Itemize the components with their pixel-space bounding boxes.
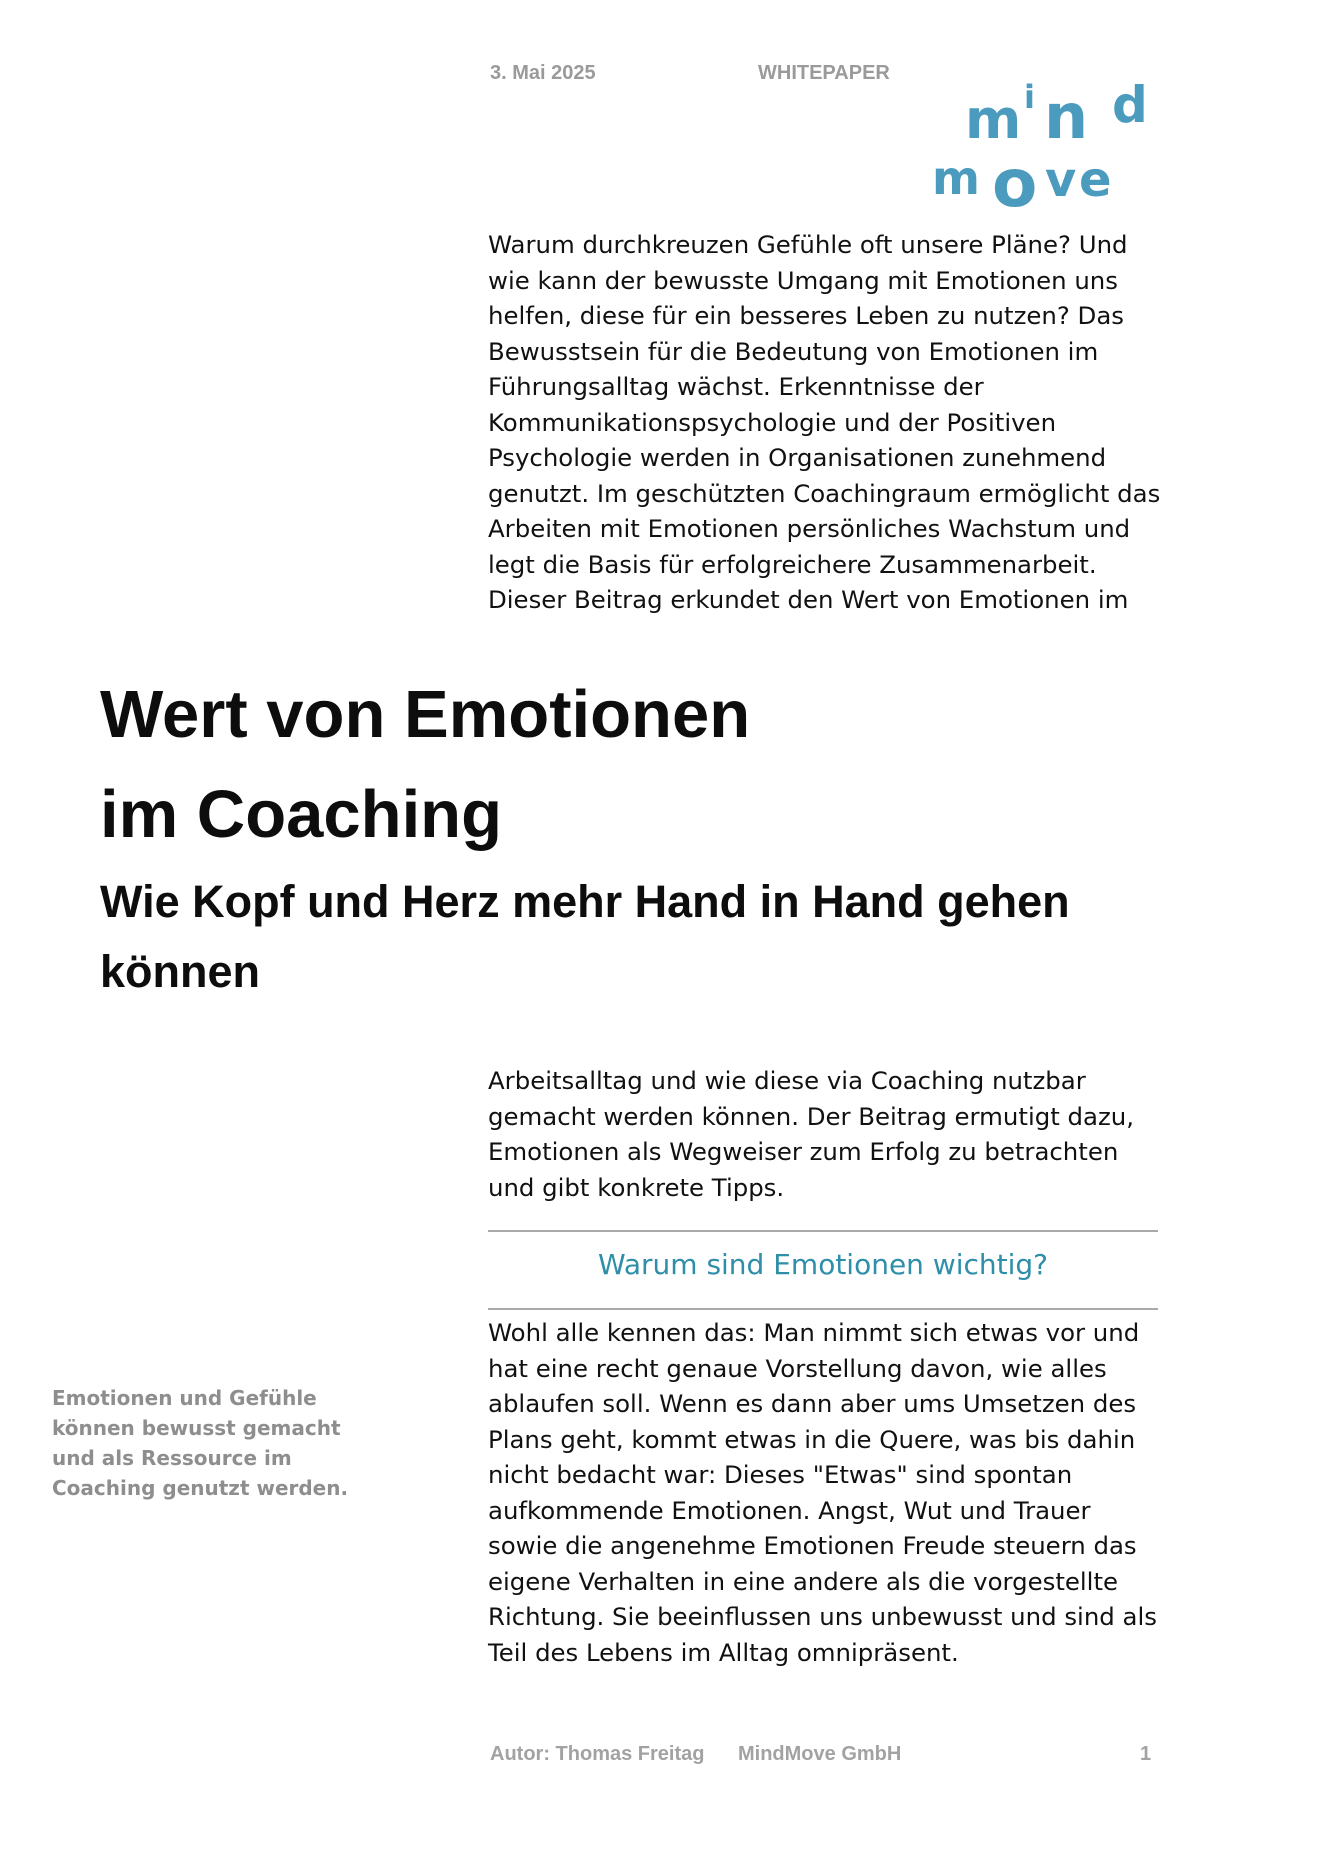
side-note-line: Coaching genutzt werden. — [52, 1476, 349, 1500]
text-line: nicht bedacht war: Dieses "Etwas" sind spontan — [488, 1460, 1073, 1489]
logo-letter: m — [932, 151, 980, 205]
header-category: WHITEPAPER — [758, 62, 890, 84]
text-line: Dieser Beitrag erkundet den Wert von Emotionen im — [488, 585, 1129, 614]
text-line: aufkommende Emotionen. Angst, Wut und Trauer — [488, 1495, 1091, 1525]
text-line: gemacht werden können. Der Beitrag ermutigt dazu, — [488, 1101, 1134, 1131]
text-line: Richtung. Sie beeinflussen uns unbewusst und sind als — [488, 1602, 1157, 1631]
text-line: Plans geht, kommt etwas in die Quere, was bis dahin — [488, 1424, 1136, 1454]
text-line: Teil des Lebens im Alltag omnipräsent. — [488, 1637, 959, 1667]
text-line: und gibt konkrete Tipps. — [488, 1172, 785, 1202]
text-line: eigene Verhalten in eine andere als die vorgestellte — [488, 1566, 1119, 1596]
logo-letter: e — [1079, 152, 1112, 208]
divider — [488, 1308, 1158, 1310]
logo-letter: i — [1024, 78, 1035, 116]
logo-letter: m — [965, 88, 1022, 151]
text-line: wie kann der bewusste Umgang mit Emotionen uns — [488, 265, 1118, 295]
logo-letter: v — [1045, 152, 1077, 208]
subtitle-line: können — [100, 946, 261, 997]
logo-letter: n — [1044, 80, 1089, 153]
title-line: im Coaching — [100, 777, 503, 852]
title-line: Wert von Emotionen — [100, 677, 751, 752]
section-paragraph — [488, 1315, 1157, 1670]
subtitle-line: Wie Kopf und Herz mehr Hand in Hand gehen — [100, 876, 1070, 927]
continuation-paragraph — [488, 1063, 1134, 1205]
logo-letter: o — [992, 145, 1038, 220]
side-note — [52, 1383, 348, 1503]
text-line: ablaufen soll. Wenn es dann aber ums Umsetzen des — [488, 1389, 1137, 1418]
text-line: Wohl alle kennen das: Man nimmt sich etwas vor und — [488, 1318, 1140, 1347]
side-note-line: und als Ressource im — [52, 1446, 292, 1470]
text-line: helfen, diese für ein besseres Leben zu nutzen? Das — [488, 301, 1124, 330]
footer-company: MindMove GmbH — [738, 1743, 902, 1765]
page-subtitle — [100, 867, 1070, 1007]
text-line: Arbeiten mit Emotionen persönliches Wachstum und — [488, 514, 1131, 543]
text-line: Arbeitsalltag und wie diese via Coaching nutzbar — [488, 1066, 1086, 1095]
text-line: Bewusstsein für die Bedeutung von Emotionen im — [488, 336, 1099, 366]
divider — [488, 1230, 1158, 1232]
text-line: Kommunikationspsychologie und der Positiven — [488, 407, 1057, 437]
logo-letter: d — [1112, 76, 1148, 134]
text-line: hat eine recht genaue Vorstellung davon, wie alles — [488, 1353, 1107, 1383]
section-heading-container — [488, 1248, 1158, 1281]
side-note-line: Emotionen und Gefühle — [52, 1386, 317, 1410]
text-line: genutzt. Im geschützten Coachingraum ermöglicht das — [488, 478, 1161, 508]
mindmove-logo — [920, 70, 1150, 220]
section-heading: Warum sind Emotionen wichtig? — [597, 1248, 1049, 1281]
intro-paragraph — [488, 227, 1160, 618]
text-line: Führungsalltag wächst. Erkenntnisse der — [488, 372, 984, 401]
text-line: Warum durchkreuzen Gefühle oft unsere Pläne? Und — [488, 230, 1128, 259]
text-line: Emotionen als Wegweiser zum Erfolg zu betrachten — [488, 1137, 1119, 1166]
header-date: 3. Mai 2025 — [490, 62, 596, 84]
page-title — [100, 665, 750, 865]
side-note-line: können bewusst gemacht — [52, 1416, 341, 1440]
text-line: sowie die angenehme Emotionen Freude steuern das — [488, 1531, 1137, 1560]
text-line: legt die Basis für erfolgreichere Zusammenarbeit. — [488, 549, 1097, 579]
footer-author: Autor: Thomas Freitag — [490, 1743, 705, 1765]
page-number: 1 — [1140, 1743, 1152, 1765]
text-line: Psychologie werden in Organisationen zunehmend — [488, 443, 1107, 472]
